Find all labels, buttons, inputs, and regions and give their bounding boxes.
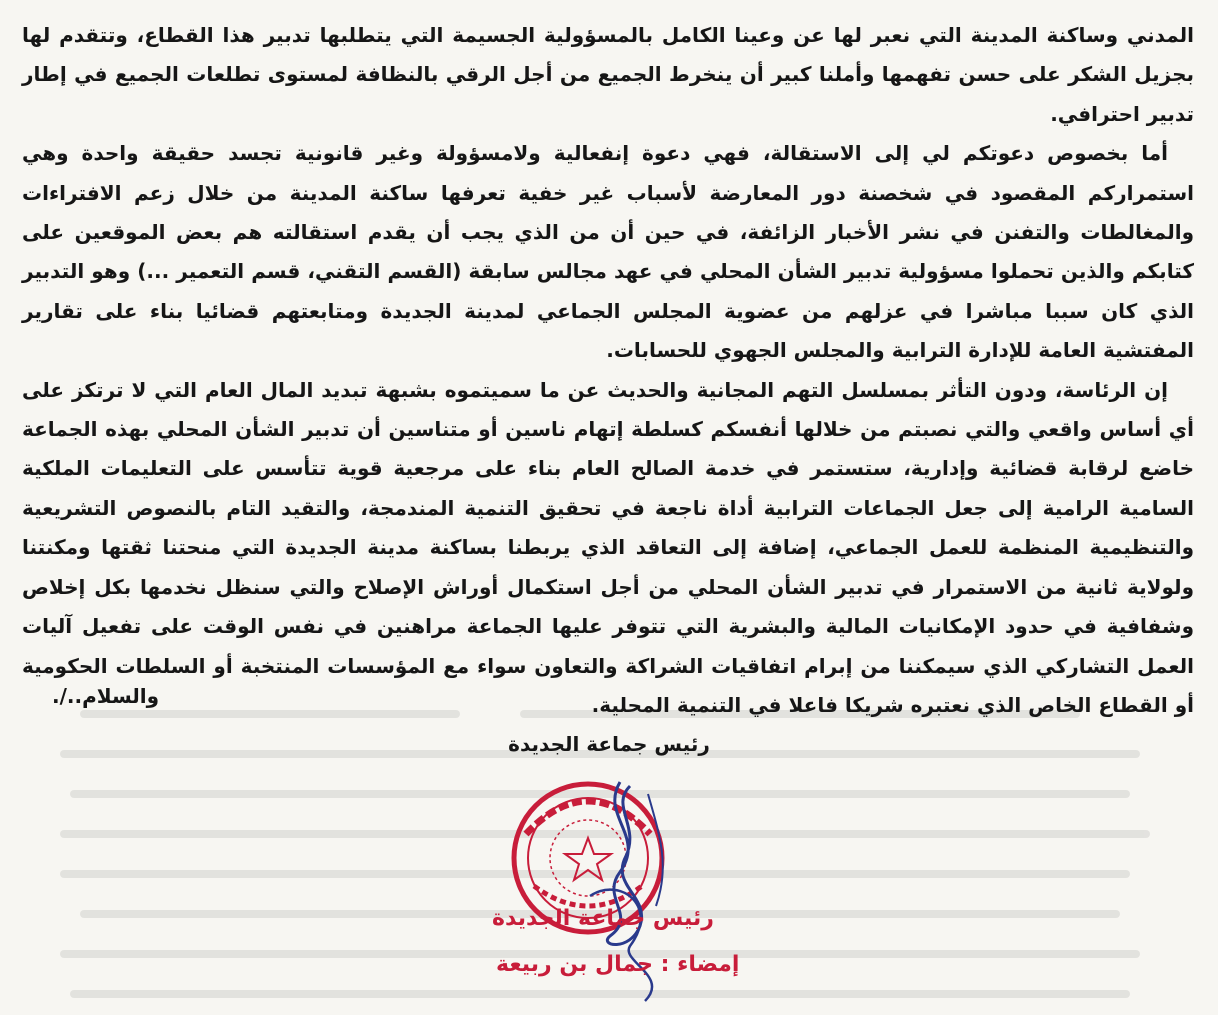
official-stamp xyxy=(470,776,800,1011)
paragraph-1: المدني وساكنة المدينة التي نعبر لها عن وعينا الكامل بالمسؤولية الجسيمة التي يتطلبها تدبير هذا القطاع، وتتقدم لها بجزيل الشكر على حسن تفهمها وأملنا كبير أن ينخرط الجميع من أجل الرقي بالنظافة لمستوى تطلعات الجميع في إطار تدبير احترافي. xyxy=(22,23,1194,126)
stamp-line-title: رئيس جماعة الجديدة xyxy=(492,906,714,931)
letter-body xyxy=(22,16,1194,725)
closing-salutation: والسلام../. xyxy=(52,684,160,708)
signatory-title: رئيس جماعة الجديدة xyxy=(508,732,710,756)
paragraph-2: أما بخصوص دعوتكم لي إلى الاستقالة، فهي دعوة إنفعالية ولامسؤولة وغير قانونية تجسد حقيقة واحدة وهي استمراركم المقصود في شخصنة دور المعارضة لأسباب غير خفية تعرفها ساكنة المدينة من خلال زعم الافتراءات والمغالطات والتفنن في نشر الأخبار الزائفة، في حين أن من الذي يجب أن يقدم استقالته هم بعض الموقعين على كتابكم والذين تحملوا مسؤولية تدبير الشأن المحلي في عهد مجالس سابقة (القسم التقني، قسم التعمير ...) وهو التدبير الذي كان سببا مباشرا في عزلهم من عضوية المجلس الجماعي لمدينة الجديدة ومتابعتهم قضائيا بناء على تقارير المفتشية العامة للإدارة الترابية والمجلس الجهوي للحسابات. xyxy=(22,141,1194,363)
paragraph-3: إن الرئاسة، ودون التأثر بمسلسل التهم المجانية والحديث عن ما سميتموه بشبهة تبديد المال العام التي لا ترتكز على أي أساس واقعي والتي نصبتم من خلالها أنفسكم كسلطة إتهام ناسين أو متناسين أن تدبير الشأن المحلي بهذه الجماعة خاضع لرقابة قضائية وإدارية، ستستمر في خدمة الصالح العام بناء على مرجعية قوية تتأسس على التعليمات الملكية السامية الرامية إلى جعل الجماعات الترابية أداة ناجعة في تحقيق التنمية المندمجة، والتقيد التام بالنصوص التشريعية والتنظيمية المنظمة للعمل الجماعي، إضافة إلى التعاقد الذي يربطنا بساكنة مدينة الجديدة التي منحتنا ثقتها ومكنتنا ولولاية ثانية من الاستمرار في تدبير الشأن المحلي من أجل استكمال أوراش الإصلاح والتي سنظل نخدمها بكل إخلاص وشفافية في حدود الإمكانيات المالية والبشرية التي تتوفر عليها الجماعة مراهنين في نفس الوقت على تفعيل آليات العمل التشاركي الذي سيمكننا من إبرام اتفاقيات الشراكة والتعاون سواء مع المؤسسات المنتخبة أو السلطات الحكومية أو القطاع الخاص الذي نعتبره شريكا فاعلا في التنمية المحلية. xyxy=(22,377,1194,717)
stamp-line-signature: إمضاء : جمال بن ربيعة xyxy=(496,952,740,977)
